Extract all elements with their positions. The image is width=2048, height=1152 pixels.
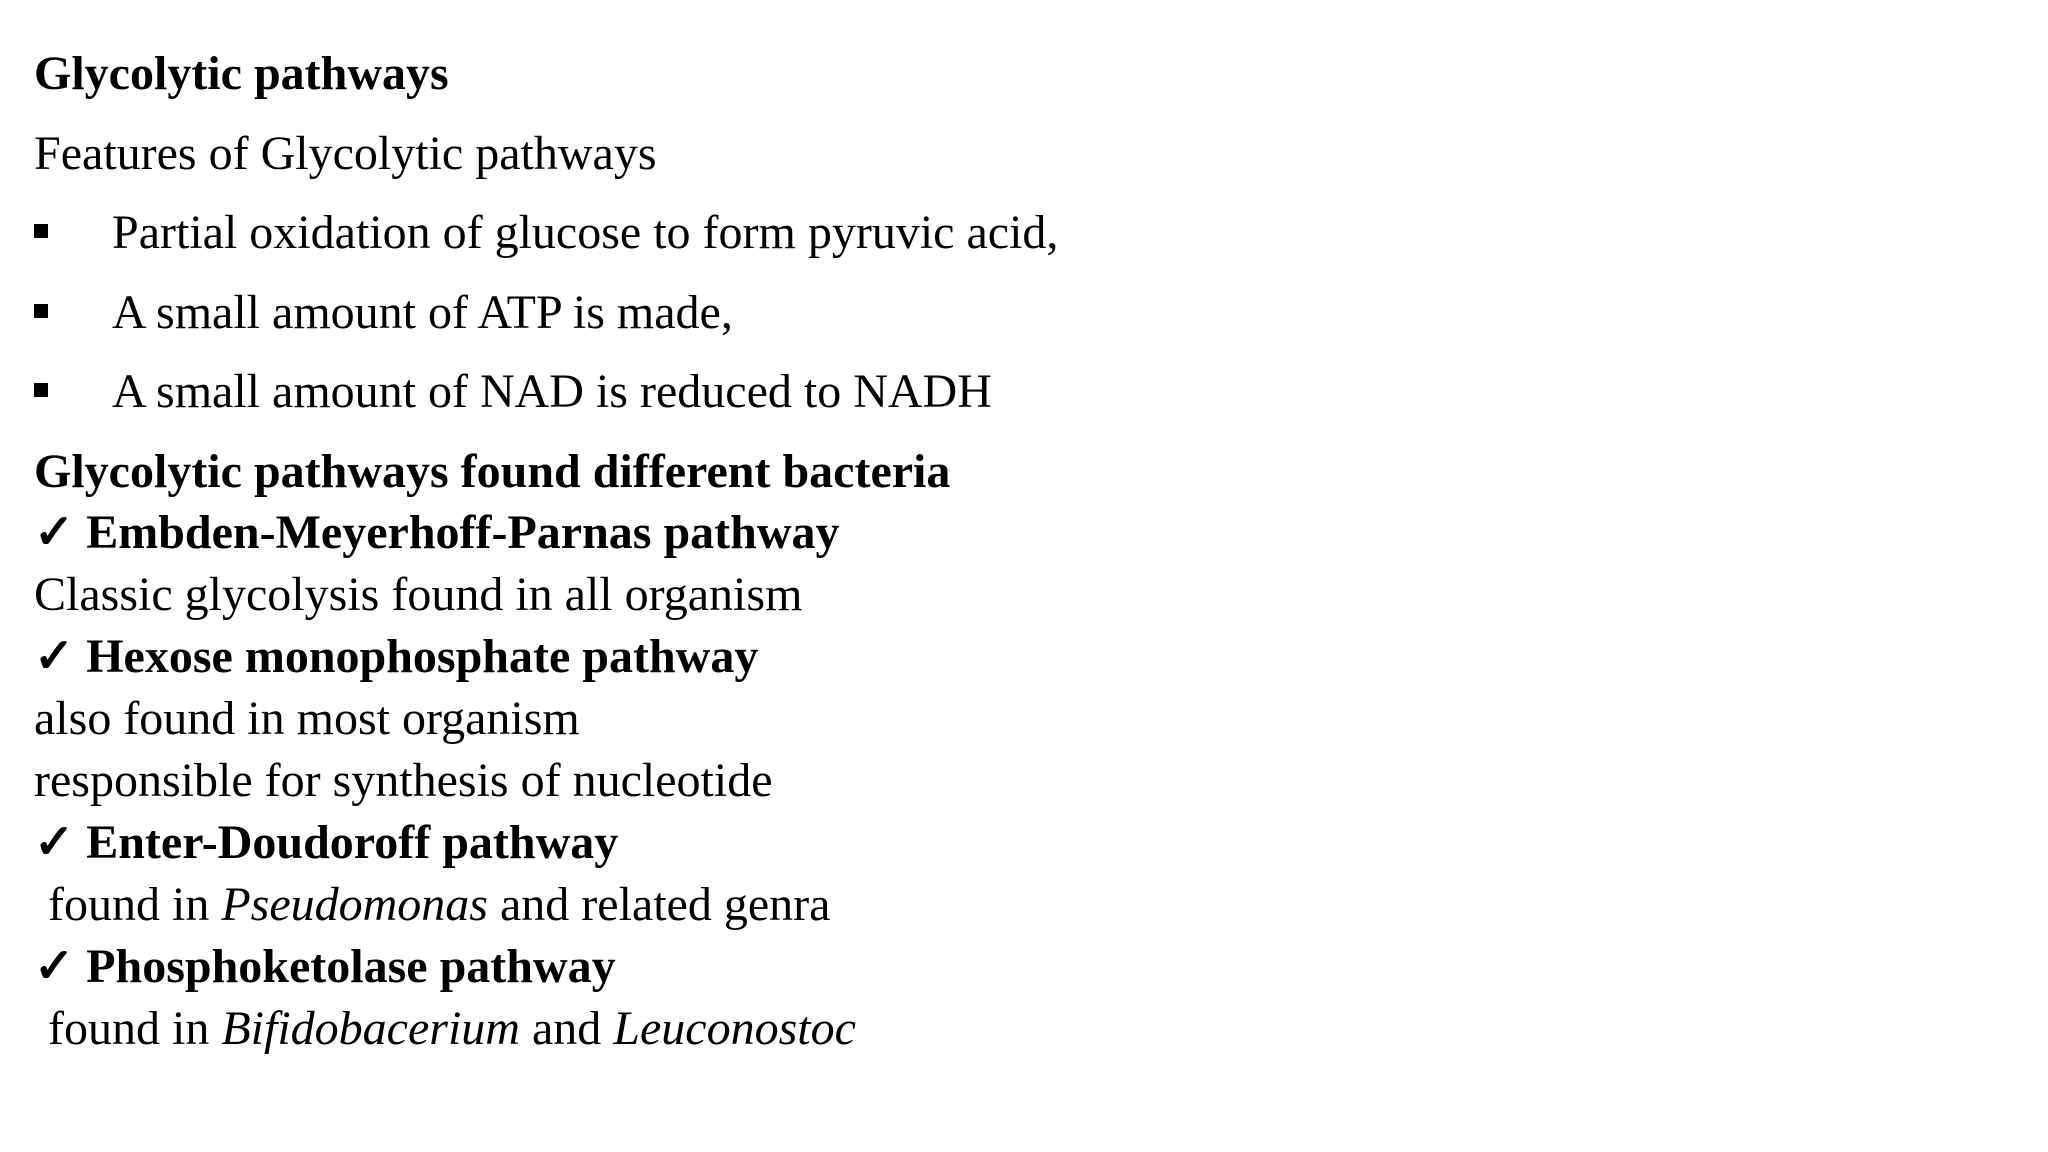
checkmark-icon: ✓ bbox=[34, 940, 75, 993]
desc-suffix: and related genra bbox=[487, 878, 831, 931]
pathway-description bbox=[48, 878, 831, 931]
genus-name: Leuconostoc bbox=[613, 1002, 856, 1055]
bullet-text: A small amount of ATP is made, bbox=[112, 286, 733, 339]
checkmark-icon: ✓ bbox=[34, 506, 75, 559]
pathway-heading bbox=[34, 630, 759, 683]
square-bullet-icon bbox=[34, 383, 48, 397]
bullet-item bbox=[34, 206, 1059, 259]
slide-title: Glycolytic pathways bbox=[34, 47, 449, 100]
bullet-item bbox=[34, 286, 733, 339]
checkmark-icon: ✓ bbox=[34, 816, 75, 869]
desc-middle: and bbox=[519, 1002, 614, 1055]
pathway-description: responsible for synthesis of nucleotide bbox=[34, 754, 773, 807]
bullet-item bbox=[34, 365, 992, 418]
features-heading: Features of Glycolytic pathways bbox=[34, 127, 657, 180]
square-bullet-icon bbox=[34, 304, 48, 318]
square-bullet-icon bbox=[34, 224, 48, 238]
pathway-name: Embden-Meyerhoff-Parnas pathway bbox=[86, 506, 840, 559]
pathway-heading bbox=[34, 506, 840, 559]
pathway-name: Hexose monophosphate pathway bbox=[86, 630, 759, 683]
genus-name: Pseudomonas bbox=[221, 878, 488, 931]
genus-name: Bifidobacerium bbox=[221, 1002, 520, 1055]
pathway-heading bbox=[34, 816, 619, 869]
pathway-name: Phosphoketolase pathway bbox=[86, 940, 616, 993]
desc-prefix: found in bbox=[48, 1002, 222, 1055]
pathway-description: Classic glycolysis found in all organism bbox=[34, 568, 803, 621]
bullet-text: Partial oxidation of glucose to form pyruvic acid, bbox=[112, 206, 1059, 259]
bullet-text: A small amount of NAD is reduced to NADH bbox=[112, 365, 992, 418]
desc-prefix: found in bbox=[48, 878, 222, 931]
pathway-description bbox=[48, 1002, 856, 1055]
bacteria-heading: Glycolytic pathways found different bacteria bbox=[34, 445, 951, 498]
pathway-heading bbox=[34, 940, 616, 993]
pathway-description: also found in most organism bbox=[34, 692, 580, 745]
checkmark-icon: ✓ bbox=[34, 630, 75, 683]
pathway-name: Enter-Doudoroff pathway bbox=[86, 816, 619, 869]
